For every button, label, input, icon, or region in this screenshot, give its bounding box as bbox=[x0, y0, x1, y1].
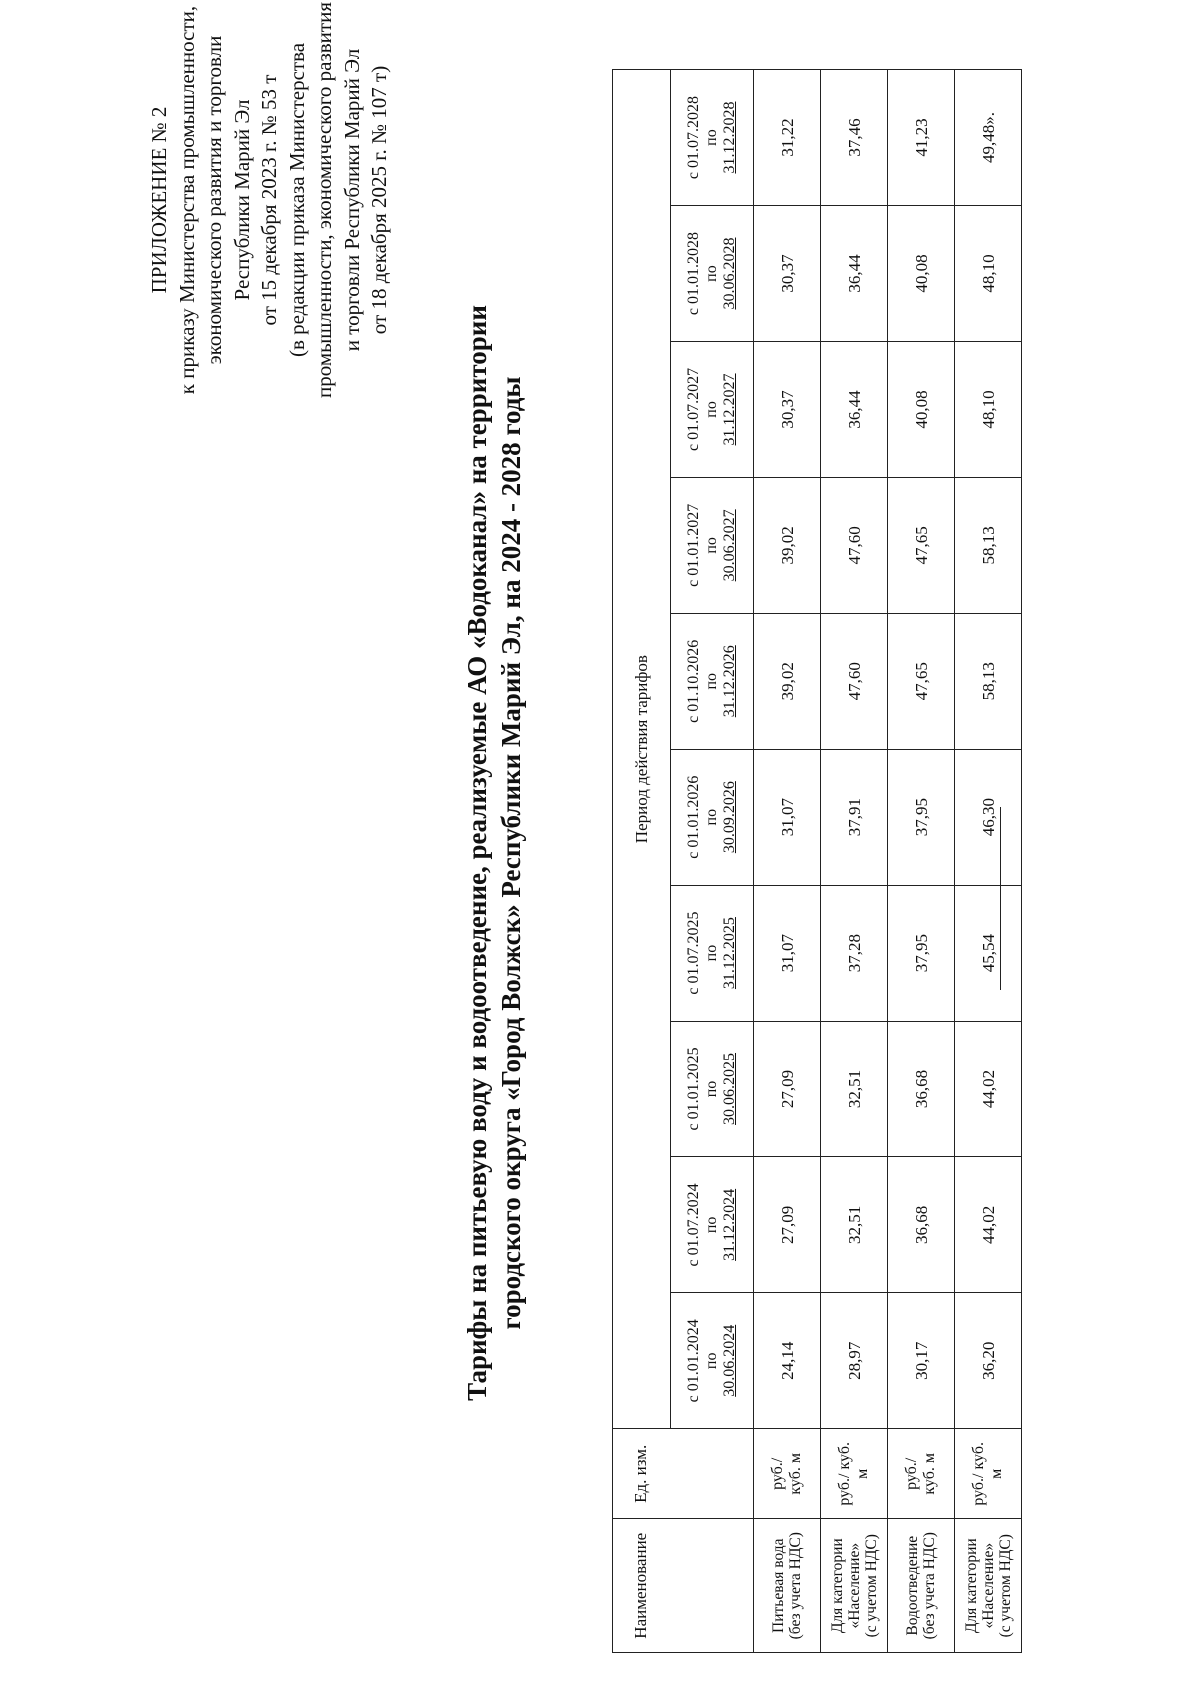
tariff-value: 31,22 bbox=[754, 70, 821, 206]
appendix-line: от 18 декабря 2025 г. № 107 т) bbox=[367, 65, 391, 335]
tariff-value: 37,46 bbox=[821, 70, 888, 206]
tariff-value: 37,95 bbox=[888, 885, 955, 1021]
tariffs-table bbox=[612, 69, 1022, 1653]
period-po: по bbox=[703, 672, 720, 690]
period-from: с 01.01.2027 bbox=[685, 503, 702, 587]
period-to: 31.12.2027 bbox=[721, 373, 738, 446]
header-period: Период действия тарифов bbox=[613, 70, 671, 1429]
appendix-line: (в редакции приказа Министерства bbox=[284, 42, 309, 358]
period-to: 30.09.2026 bbox=[721, 781, 738, 854]
row-unit-line: куб. м bbox=[787, 1453, 804, 1495]
period-to: 30.06.2025 bbox=[721, 1052, 738, 1125]
tariff-value: 36,20 bbox=[955, 1293, 1022, 1429]
period-from: с 01.07.2027 bbox=[685, 367, 702, 451]
period-header bbox=[671, 885, 754, 1021]
appendix-block bbox=[146, 0, 394, 410]
tariff-value: 46,30 bbox=[955, 749, 1022, 885]
row-unit-line: руб./ bbox=[769, 1457, 786, 1490]
tariff-value: 32,51 bbox=[821, 1157, 888, 1293]
period-header bbox=[671, 206, 754, 342]
row-name-line: Для категории bbox=[828, 1538, 846, 1634]
tariff-value: 39,02 bbox=[754, 613, 821, 749]
row-name-line: Водоотведение bbox=[904, 1535, 921, 1636]
row-unit bbox=[754, 1429, 821, 1519]
tariff-value: 48,10 bbox=[955, 341, 1022, 477]
period-from: с 01.07.2024 bbox=[685, 1183, 702, 1267]
appendix-line: ПРИЛОЖЕНИЕ № 2 bbox=[147, 106, 171, 294]
tariff-value: 37,91 bbox=[821, 749, 888, 885]
tariff-value: 31,07 bbox=[754, 885, 821, 1021]
tariff-value: 32,51 bbox=[821, 1021, 888, 1157]
appendix-line: Республики Марий Эл bbox=[229, 99, 254, 301]
signature-line bbox=[1000, 807, 1001, 990]
tariff-value: 49,48». bbox=[955, 70, 1022, 206]
period-from: с 01.01.2024 bbox=[685, 1319, 702, 1403]
tariff-value: 44,02 bbox=[955, 1157, 1022, 1293]
period-header bbox=[671, 477, 754, 613]
period-from: с 01.01.2028 bbox=[685, 231, 702, 316]
tariff-value: 30,37 bbox=[754, 206, 821, 342]
tariff-value: 47,65 bbox=[888, 477, 955, 613]
tariff-value: 30,37 bbox=[754, 341, 821, 477]
tariff-value: 44,02 bbox=[955, 1021, 1022, 1157]
table-row bbox=[821, 70, 888, 1653]
row-unit bbox=[888, 1429, 955, 1519]
table-row bbox=[754, 70, 821, 1653]
period-po: по bbox=[703, 265, 720, 282]
tariff-value: 36,68 bbox=[888, 1021, 955, 1157]
row-name bbox=[888, 1519, 955, 1653]
row-unit-line: м bbox=[854, 1468, 871, 1479]
tariff-value: 47,65 bbox=[888, 613, 955, 749]
row-unit-line: куб. м bbox=[921, 1453, 938, 1495]
table-row bbox=[955, 70, 1022, 1653]
tariff-value: 40,08 bbox=[888, 341, 955, 477]
row-name-line: «Население» bbox=[845, 1542, 863, 1629]
period-to: 31.12.2026 bbox=[721, 645, 738, 718]
tariff-value: 47,60 bbox=[821, 613, 888, 749]
tariff-value: 47,60 bbox=[821, 477, 888, 613]
period-header bbox=[671, 749, 754, 885]
tariff-value: 48,10 bbox=[955, 206, 1022, 342]
title-line-2: городского округа «Город Волжск» Республики Марий Эл, на 2024 - 2028 годы bbox=[496, 376, 526, 1330]
period-po: по bbox=[703, 1080, 720, 1098]
table-row bbox=[888, 70, 955, 1653]
tariff-value: 41,23 bbox=[888, 70, 955, 206]
document-title bbox=[460, 153, 528, 1553]
period-header bbox=[671, 613, 754, 749]
period-header bbox=[671, 1293, 754, 1429]
tariff-value: 31,07 bbox=[754, 749, 821, 885]
row-name-line: Питьевая вода bbox=[770, 1538, 787, 1633]
row-name bbox=[754, 1519, 821, 1653]
period-po: по bbox=[703, 401, 720, 418]
period-to: 31.12.2025 bbox=[721, 917, 738, 990]
tariff-value: 45,54 bbox=[955, 885, 1022, 1021]
row-name bbox=[821, 1519, 888, 1653]
tariff-value: 37,28 bbox=[821, 885, 888, 1021]
row-unit-line: руб./ bbox=[903, 1457, 920, 1490]
period-from: с 01.07.2028 bbox=[685, 95, 702, 180]
period-po: по bbox=[703, 129, 720, 146]
appendix-line: промышленности, экономического развития bbox=[312, 2, 336, 399]
appendix-line: и торговли Республики Марий Эл bbox=[339, 48, 364, 352]
tariff-value: 28,97 bbox=[821, 1293, 888, 1429]
period-from: с 01.01.2026 bbox=[685, 775, 702, 859]
tariff-value: 36,68 bbox=[888, 1157, 955, 1293]
tariff-value: 27,09 bbox=[754, 1157, 821, 1293]
period-to: 31.12.2028 bbox=[721, 101, 738, 174]
period-header bbox=[671, 70, 754, 206]
row-name-line: (с учетом НДС) bbox=[996, 1534, 1014, 1638]
tariff-value: 39,02 bbox=[754, 477, 821, 613]
period-header bbox=[671, 1021, 754, 1157]
appendix-line: от 15 декабря 2023 г. № 53 т bbox=[257, 74, 281, 326]
tariff-value: 24,14 bbox=[754, 1293, 821, 1429]
period-po: по bbox=[703, 944, 720, 962]
period-header bbox=[671, 341, 754, 477]
tariff-value: 36,44 bbox=[821, 341, 888, 477]
row-name-line: Для категории bbox=[962, 1538, 980, 1634]
tariff-value: 58,13 bbox=[955, 613, 1022, 749]
period-po: по bbox=[703, 1216, 720, 1234]
period-to: 30.06.2028 bbox=[721, 237, 738, 310]
row-name-line: «Население» bbox=[979, 1542, 997, 1629]
row-name-line: (без учета НДС) bbox=[787, 1532, 804, 1640]
row-name-line: (с учетом НДС) bbox=[862, 1534, 880, 1638]
row-unit bbox=[955, 1429, 1022, 1519]
tariff-value: 37,95 bbox=[888, 749, 955, 885]
tariff-value: 36,44 bbox=[821, 206, 888, 342]
period-po: по bbox=[703, 808, 720, 826]
tariff-value: 40,08 bbox=[888, 206, 955, 342]
header-unit: Ед. изм. bbox=[613, 1429, 754, 1519]
appendix-line: к приказу Министерства промышленности, bbox=[174, 5, 199, 395]
row-name-line: (без учета НДС) bbox=[921, 1532, 938, 1640]
row-unit-line: руб./ куб. bbox=[970, 1442, 987, 1506]
row-name bbox=[955, 1519, 1022, 1653]
period-to: 30.06.2024 bbox=[721, 1324, 738, 1397]
period-to: 31.12.2024 bbox=[721, 1188, 738, 1261]
row-unit bbox=[821, 1429, 888, 1519]
appendix-line: экономического развития и торговли bbox=[202, 35, 226, 365]
period-from: с 01.01.2025 bbox=[685, 1047, 702, 1131]
header-name: Наименование bbox=[613, 1519, 754, 1653]
tariff-value: 30,17 bbox=[888, 1293, 955, 1429]
period-from: с 01.07.2025 bbox=[685, 911, 702, 995]
tariff-value: 58,13 bbox=[955, 477, 1022, 613]
tariff-value: 27,09 bbox=[754, 1021, 821, 1157]
row-unit-line: руб./ куб. bbox=[836, 1442, 853, 1506]
title-line-1: Тарифы на питьевую воду и водоотведение, реализуемые АО «Водоканал» на территории bbox=[462, 305, 492, 1401]
period-to: 30.06.2027 bbox=[721, 509, 738, 582]
period-po: по bbox=[703, 1352, 720, 1370]
period-from: с 01.10.2026 bbox=[685, 639, 702, 723]
period-header bbox=[671, 1157, 754, 1293]
row-unit-line: м bbox=[988, 1468, 1005, 1479]
period-po: по bbox=[703, 537, 720, 554]
